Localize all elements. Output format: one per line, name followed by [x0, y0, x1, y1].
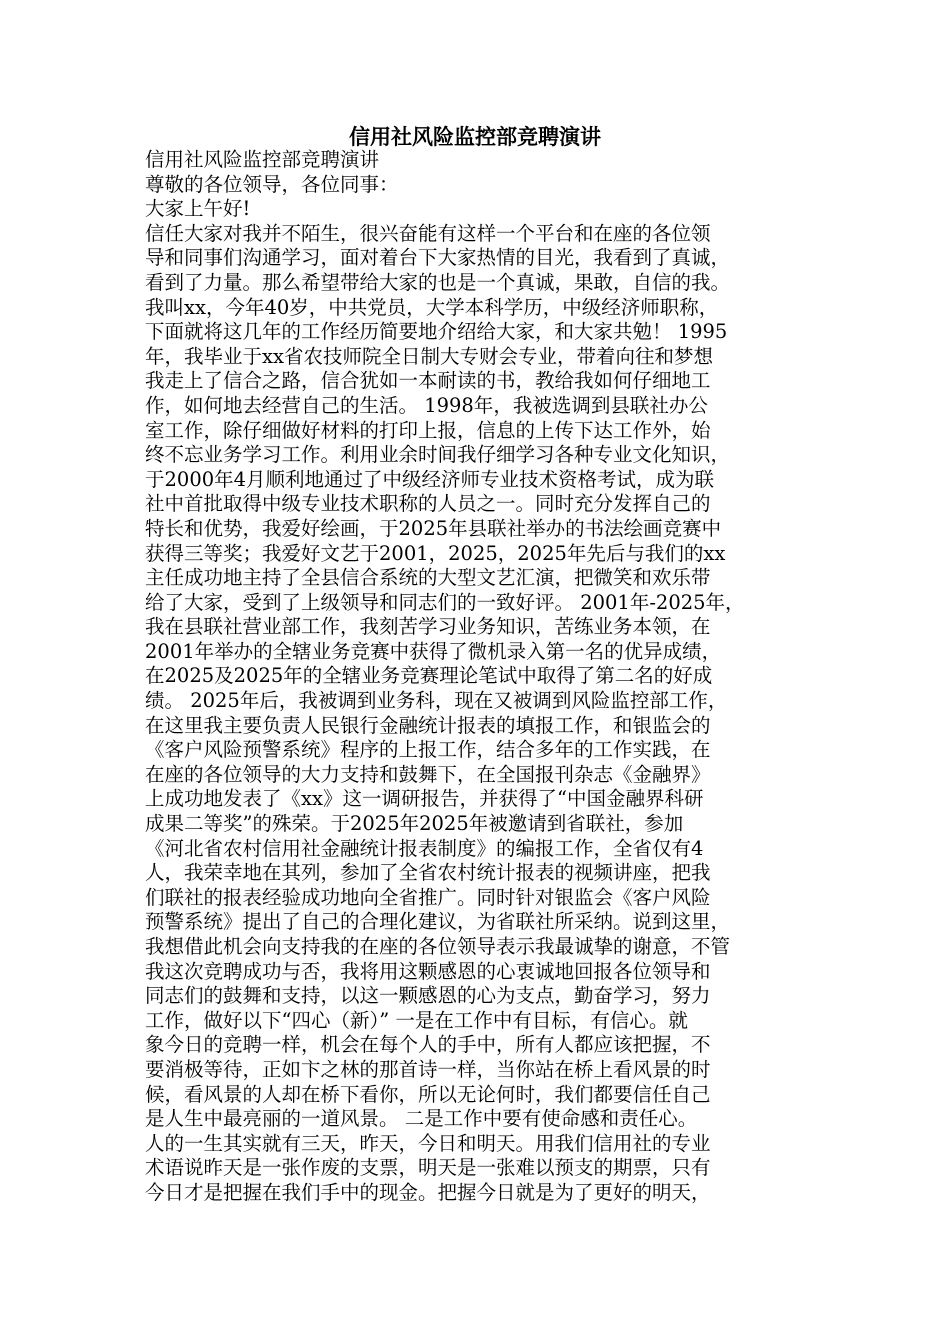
body-line: 同志们的鼓舞和支持，以这一颗感恩的心为支点，勤奋学习，努力 — [145, 984, 711, 1008]
document-title: 信用社风险监控部竞聘演讲 — [349, 124, 601, 149]
body-line: 作，如何地去经营自己的生活。 1998年，我被选调到县联社办公 — [145, 393, 708, 417]
body-line: 绩。 2025年后，我被调到业务科，现在又被调到风险监控部工作， — [145, 689, 728, 713]
body-line: 室工作，除仔细做好材料的打印上报，信息的上传下达工作外，始 — [145, 418, 711, 442]
body-line: 我这次竞聘成功与否，我将用这颗感恩的心衷诚地回报各位领导和 — [145, 959, 711, 983]
body-line: 候，看风景的人却在桥下看你，所以无论何时，我们都要信任自己 — [145, 1082, 711, 1106]
body-line: 看到了力量。那么希望带给大家的也是一个真诚，果敢，自信的我。 — [145, 270, 731, 294]
body-line: 预警系统》提出了自己的合理化建议，为省联社所采纳。说到这里， — [145, 910, 731, 934]
body-line: 年，我毕业于xx省农技师院全日制大专财会专业，带着向往和梦想 — [145, 344, 713, 368]
body-line: 们联社的报表经验成功地向全省推广。同时针对银监会《客户风险 — [145, 885, 711, 909]
body-line: 于2000年4月顺利地通过了中级经济师专业技术资格考试，成为联 — [145, 467, 715, 491]
body-line: 特长和优势，我爱好绘画，于2025年县联社举办的书法绘画竞赛中 — [145, 516, 722, 540]
body-line: 终不忘业务学习工作。利用业余时间我仔细学习各种专业文化知识， — [145, 443, 731, 467]
body-line: 术语说昨天是一张作废的支票，明天是一张难以预支的期票，只有 — [145, 1156, 711, 1180]
document-body — [145, 148, 810, 1206]
body-line: 给了大家，受到了上级领导和同志们的一致好评。 2001年-2025年， — [145, 590, 745, 614]
body-line: 我想借此机会向支持我的在座的各位领导表示我最诚挚的谢意，不管 — [145, 935, 731, 958]
body-line: 信用社风险监控部竞聘演讲 — [145, 148, 380, 171]
body-line: 要消极等待，正如卞之林的那首诗一样，当你站在桥上看风景的时 — [145, 1057, 711, 1081]
body-line: 获得三等奖；我爱好文艺于2001，2025，2025年先后与我们的xx — [145, 541, 726, 565]
body-line: 人，我荣幸地在其列，参加了全省农村统计报表的视频讲座，把我 — [145, 861, 711, 885]
body-line: 在这里我主要负责人民银行金融统计报表的填报工作，和银监会的 — [145, 713, 711, 737]
body-line: 在座的各位领导的大力支持和鼓舞下，在全国报刊杂志《金融界》 — [145, 762, 711, 786]
body-line: 工作，做好以下“四心（新）” 一是在工作中有目标，有信心。就 — [145, 1008, 688, 1032]
body-line: 在2025及2025年的全辖业务竞赛理论笔试中取得了第二名的好成 — [145, 664, 713, 688]
body-line: 上成功地发表了《xx》这一调研报告，并获得了“中国金融界科研 — [145, 787, 704, 811]
body-line: 我在县联社营业部工作，我刻苦学习业务知识，苦练业务本领，在 — [145, 615, 711, 639]
body-line: 人的一生其实就有三天，昨天，今日和明天。用我们信用社的专业 — [145, 1131, 711, 1155]
body-line: 我走上了信合之路，信合犹如一本耐读的书，教给我如何仔细地工 — [145, 369, 711, 393]
body-line: 我叫xx，今年40岁，中共党员，大学本科学历，中级经济师职称， — [145, 295, 719, 319]
body-line: 成果二等奖”的殊荣。于2025年2025年被邀请到省联社，参加 — [145, 812, 684, 836]
body-line: 大家上午好! — [145, 197, 251, 221]
body-line: 社中首批取得中级专业技术职称的人员之一。同时充分发挥自己的 — [145, 492, 711, 516]
body-line: 《河北省农村信用社金融统计报表制度》的编报工作，全省仅有4 — [145, 836, 704, 860]
body-line: 导和同事们沟通学习，面对着台下大家热情的目光，我看到了真诚， — [145, 246, 731, 270]
body-line: 主任成功地主持了全县信合系统的大型文艺汇演，把微笑和欢乐带 — [145, 566, 711, 590]
body-line: 《客户风险预警系统》程序的上报工作，结合多年的工作实践，在 — [145, 738, 711, 762]
body-line: 2001年举办的全辖业务竞赛中获得了微机录入第一名的优异成绩， — [145, 639, 722, 663]
body-line: 下面就将这几年的工作经历简要地介绍给大家，和大家共勉！ 1995 — [145, 320, 728, 344]
body-line: 尊敬的各位领导，各位同事： — [145, 172, 399, 196]
body-line: 象今日的竞聘一样，机会在每个人的手中，所有人都应该把握，不 — [145, 1033, 711, 1057]
body-line: 今日才是把握在我们手中的现金。把握今日就是为了更好的明天， — [145, 1180, 711, 1204]
body-line: 信任大家对我并不陌生，很兴奋能有这样一个平台和在座的各位领 — [145, 221, 711, 245]
body-line: 是人生中最亮丽的一道风景。 二是工作中要有使命感和责任心。 — [145, 1107, 698, 1131]
